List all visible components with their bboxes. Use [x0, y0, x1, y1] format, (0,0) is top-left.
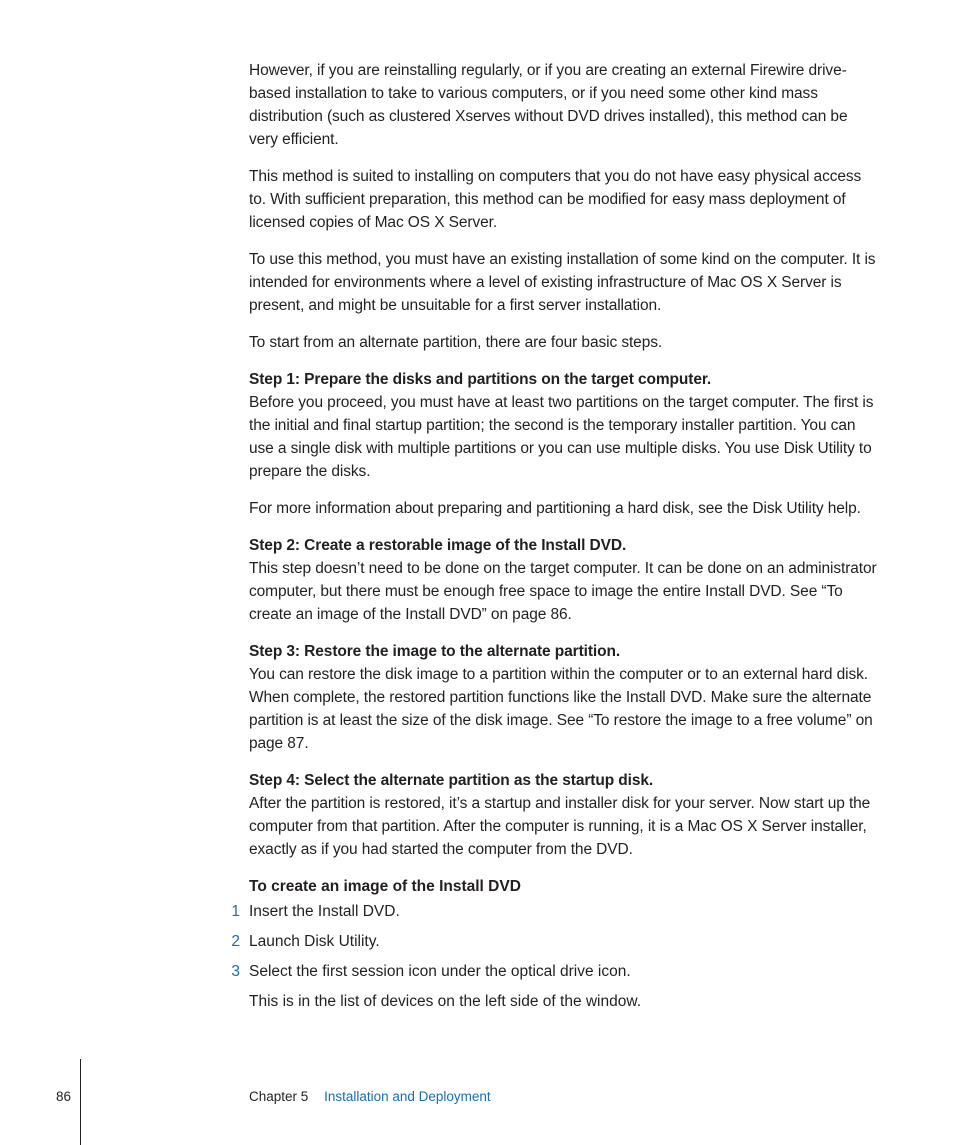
task-item-text: Launch Disk Utility.	[249, 933, 380, 950]
intro-paragraph: To start from an alternate partition, there are four basic steps.	[249, 334, 663, 351]
step-body: This step doesn’t need to be done on the target computer. It can be done on an administrator computer, but there must be enough free space to image the entire Install DVD. See “To create an image of the Install DVD” on page 86.	[249, 560, 877, 623]
task-list	[231, 900, 879, 983]
task-item-number: 2	[231, 933, 240, 950]
chapter-label: Chapter 5	[249, 1089, 309, 1104]
step-1	[249, 368, 879, 520]
task-item-text: Select the first session icon under the optical drive icon.	[249, 963, 631, 980]
chapter-title-link[interactable]: Installation and Deployment	[324, 1089, 491, 1104]
task-section	[231, 875, 879, 1013]
footer-divider	[80, 1059, 81, 1145]
step-3	[249, 640, 879, 755]
task-title: To create an image of the Install DVD	[249, 878, 521, 895]
task-item	[231, 930, 879, 953]
page-number: 86	[56, 1089, 72, 1104]
step-body: Before you proceed, you must have at least two partitions on the target computer. The first is the initial and final startup partition; the second is the temporary installer partition. You can use a single disk with multiple partitions or you can use multiple disks. You use Disk Utility to prepare the disks.	[249, 394, 874, 480]
task-item	[231, 960, 879, 983]
task-item-number: 3	[231, 963, 240, 980]
intro-paragraph: However, if you are reinstalling regularly, or if you are creating an external Firewire drive-based installation to take to various computers, or if you need some other kind mass distribution (such as clustered Xserves without DVD drives installed), this method can be very efficient.	[249, 62, 848, 148]
step-heading: Step 1: Prepare the disks and partitions on the target computer.	[249, 371, 712, 388]
step-extra: For more information about preparing and partitioning a hard disk, see the Disk Utility help.	[249, 500, 861, 517]
task-item-text: Insert the Install DVD.	[249, 903, 400, 920]
task-note: This is in the list of devices on the left side of the window.	[249, 993, 642, 1010]
step-2	[249, 534, 879, 626]
step-heading: Step 4: Select the alternate partition as the startup disk.	[249, 772, 654, 789]
task-item-number: 1	[231, 903, 240, 920]
intro-paragraph: This method is suited to installing on computers that you do not have easy physical access to. With sufficient preparation, this method can be modified for easy mass deployment of licensed copies of Mac OS X Server.	[249, 168, 862, 231]
step-4	[249, 769, 879, 861]
step-body: You can restore the disk image to a partition within the computer or to an external hard disk. When complete, the restored partition functions like the Install DVD. Make sure the alternate partition is at least the size of the disk image. See “To restore the image to a free volume” on page 87.	[249, 666, 873, 752]
intro-paragraph: To use this method, you must have an existing installation of some kind on the computer. It is intended for environments where a level of existing infrastructure of Mac OS X Server is present, and might be unsuitable for a first server installation.	[249, 251, 876, 314]
step-heading: Step 2: Create a restorable image of the Install DVD.	[249, 537, 627, 554]
step-body: After the partition is restored, it’s a startup and installer disk for your server. Now start up the computer from that partition. After the computer is running, it is a Mac OS X Server installer, exactly as if you had started the computer from the DVD.	[249, 795, 871, 858]
task-item	[231, 900, 879, 923]
step-heading: Step 3: Restore the image to the alternate partition.	[249, 643, 621, 660]
footer-chapter	[249, 1087, 491, 1107]
page-content	[231, 59, 879, 1013]
